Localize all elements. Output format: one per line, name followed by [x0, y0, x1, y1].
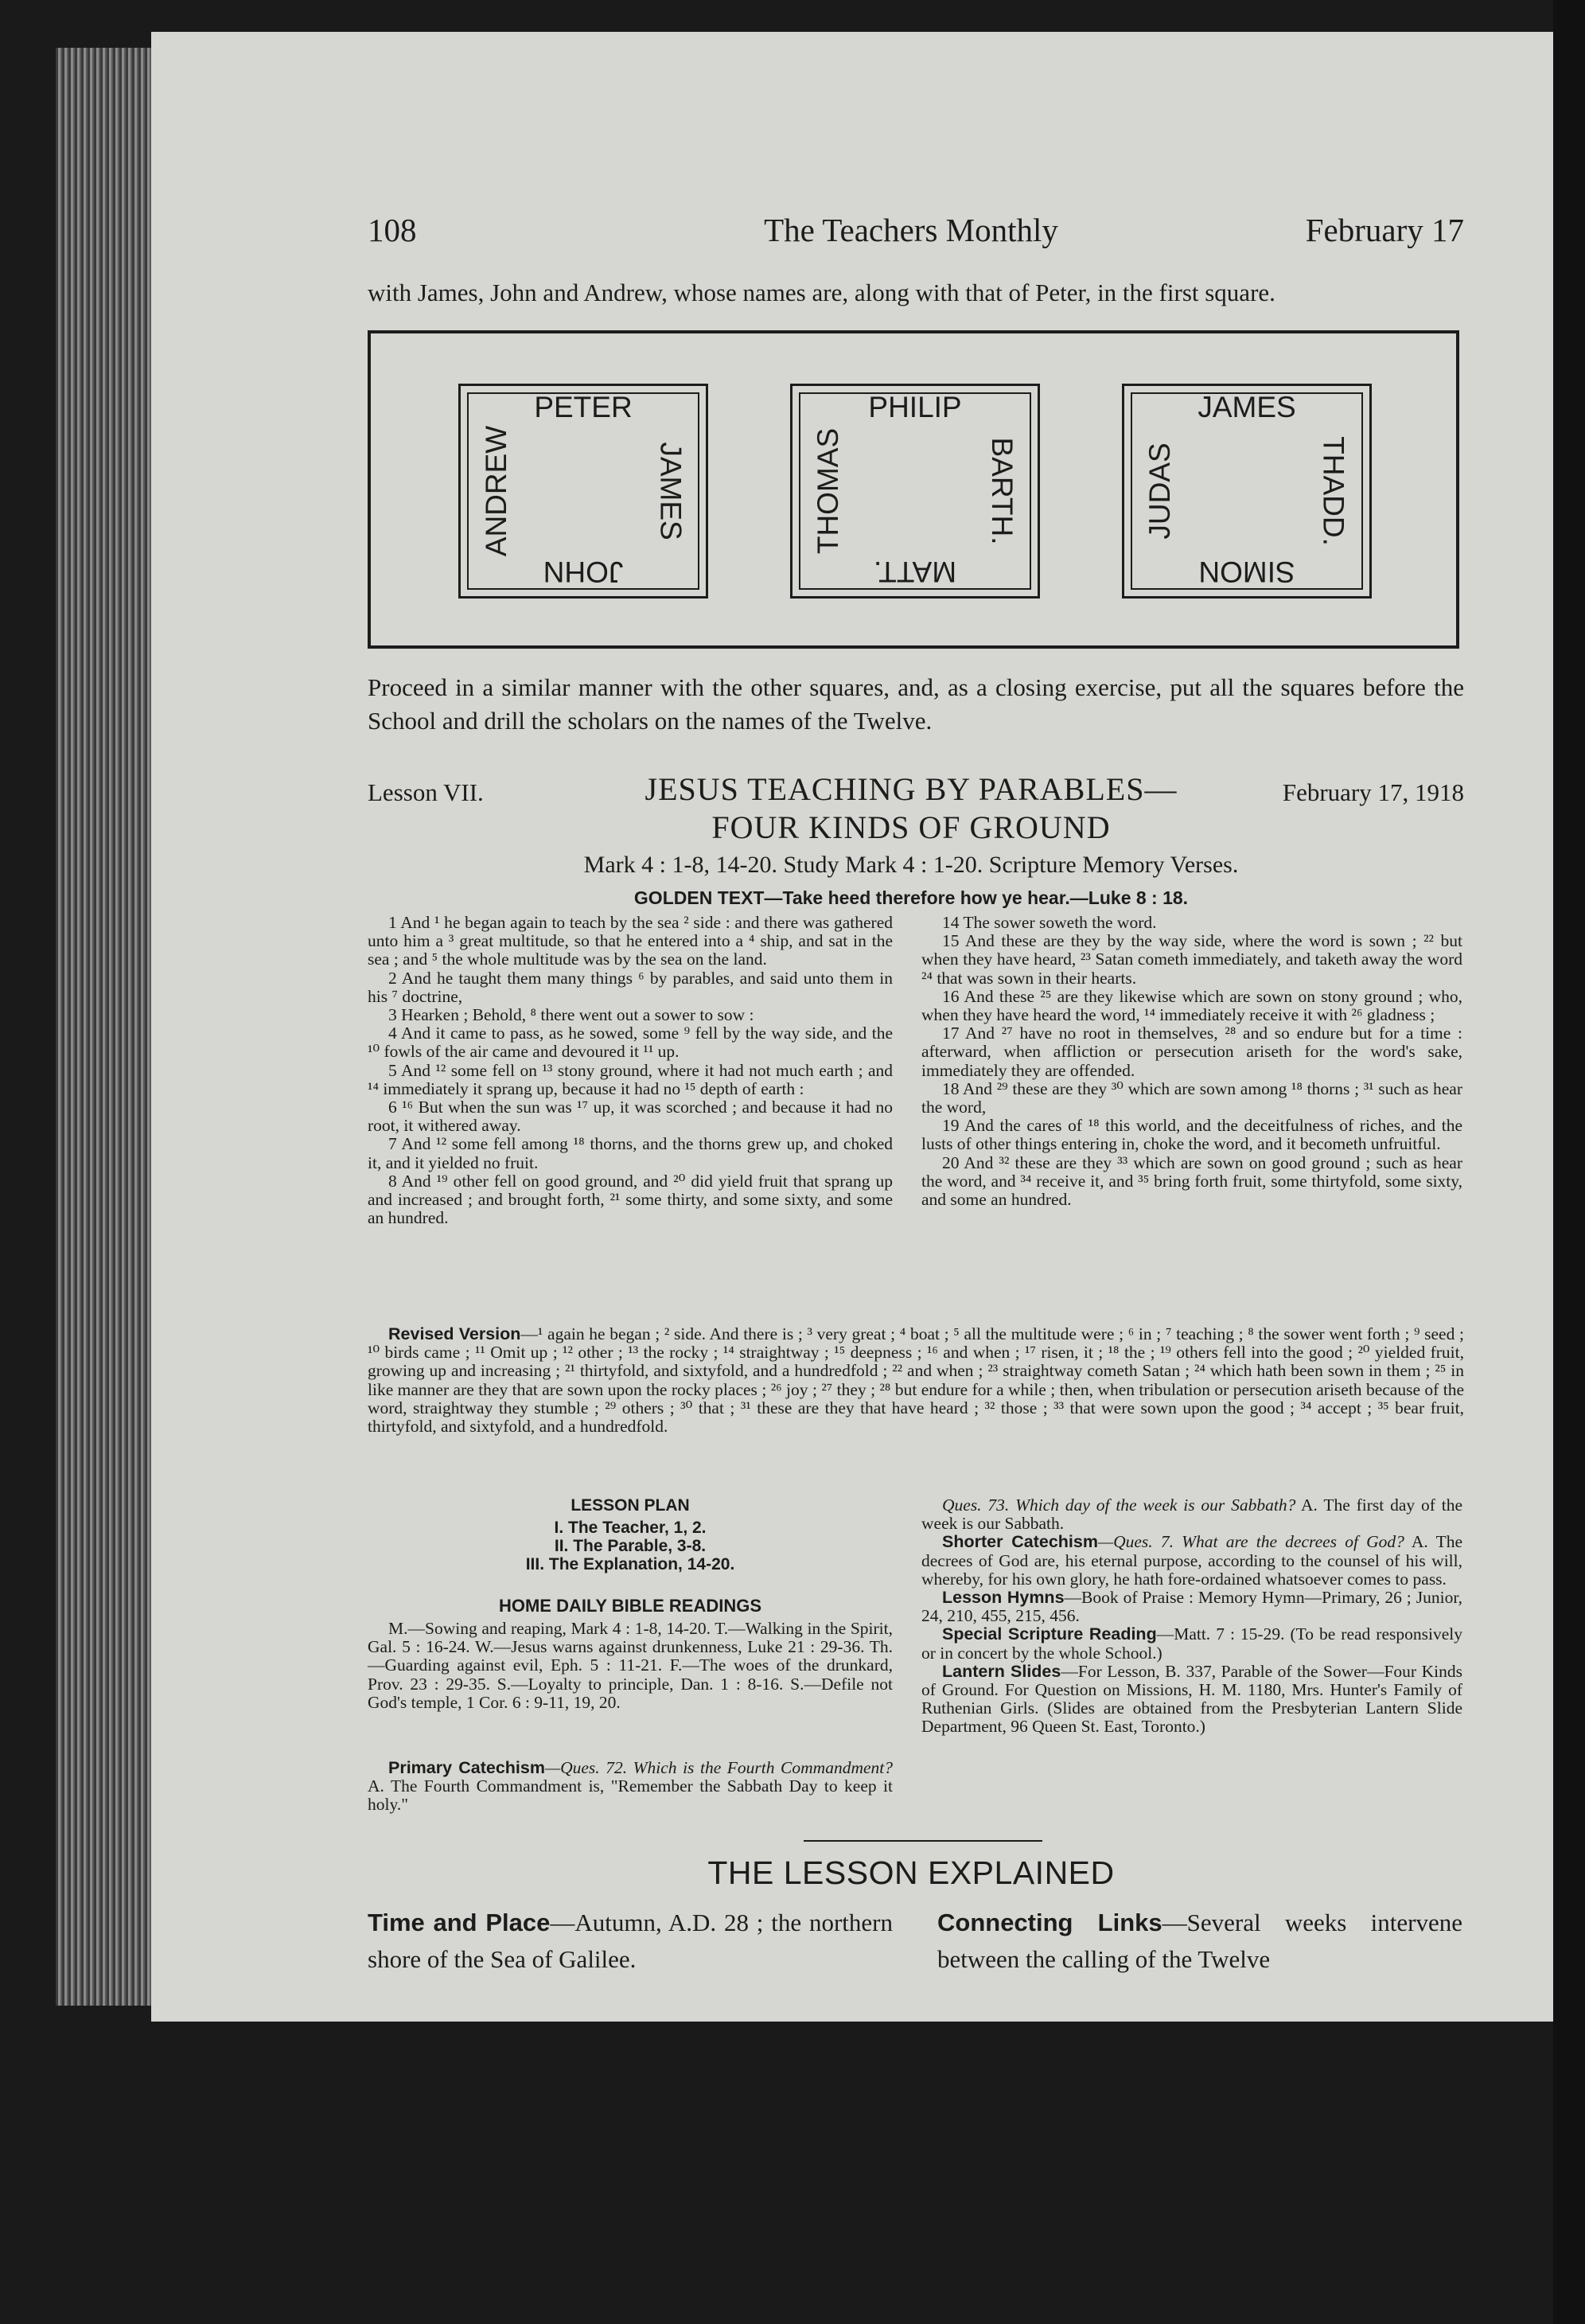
lantern-slides: [921, 1663, 1462, 1737]
square-2-right: BARTH.: [986, 437, 1018, 545]
publication-title: The Teachers Monthly: [764, 212, 1058, 248]
lesson-explained-heading: THE LESSON EXPLAINED: [707, 1854, 1115, 1891]
verse: 1 And ¹ he began again to teach by the sea ² side : and there was gathered unto him a ³ great multitude, so that he entered into a ⁴ ship, and sat in the sea ; and ⁵ the whole multitude was by the sea on the land.: [368, 913, 893, 969]
lesson-number: Lesson VII.: [368, 778, 484, 806]
shorter-catechism-answer: A. The decrees of God are, his eternal purpose, according to the counsel of his will, whereby, for his own glory, he hath fore-ordained whatsoever comes to pass.: [921, 1532, 1463, 1589]
lesson-plan-item: III. The Explanation, 14-20.: [525, 1555, 735, 1573]
lesson-title-line2: FOUR KINDS OF GROUND: [711, 809, 1111, 845]
golden-text: GOLDEN TEXT—Take heed therefore how ye hear.—Luke 8 : 18.: [633, 887, 1189, 908]
square-2: [790, 384, 1040, 599]
question-73-answer: A. The first day of the week is our Sabbath.: [921, 1495, 1463, 1534]
connecting-links-label: Connecting Links: [937, 1909, 1162, 1936]
special-scripture-text: —Matt. 7 : 15-29. (To be read responsively or in concert by the whole School.): [921, 1624, 1462, 1663]
running-header: [358, 211, 1464, 259]
verses-left-column: [368, 914, 893, 1227]
lantern-slides-text: —For Lesson, B. 337, Parable of the Sower—Four Kinds of Ground. For Question on Missions, H. M. 1180, Mrs. Hunter's Family of Ruthenian Girls. (Slides are obtained from the Presbyterian Lantern Slide Department, 96 Queen St. East, Toronto.): [921, 1661, 1462, 1737]
revised-version-notes: [368, 1325, 1464, 1436]
lesson-plan-item: II. The Parable, 3-8.: [554, 1537, 707, 1555]
question-73: [921, 1496, 1462, 1533]
primary-catechism: [368, 1759, 893, 1815]
square-3: [1122, 384, 1372, 599]
lesson-plan-heading: LESSON PLAN: [571, 1496, 690, 1515]
revised-version-text: —¹ again he began ; ² side. And there is ; ³ very great ; ⁴ boat ; ⁵ all the multitude were ; ⁶ in ; ⁷ teaching ; ⁸ the sower went forth ; ⁹ seed ; ¹⁰ birds came ; ¹¹ Omit up ; ¹² other ; ¹³ the rocky ; ¹⁴ straightway ; ¹⁵ deepness ; ¹⁶ and when ; ¹⁷ risen, it ; ¹⁸ the ; ¹⁹ others fell into the good ; ²⁰ yielded fruit, growing up and increasing ; ²¹ thirtyfold, and sixtyfold, and a hundredfold ; ²² and when ; ²³ straightway cometh Satan ; ²⁴ which hath been sown in them ; ²⁵ in like manner are they that are sown upon the rocky places ; ²⁶ joy ; ²⁷ they ; ²⁸ but endure for a while ; then, when tribulation or persecution ariseth because of the word, straightway they stumble ; ²⁹ others ; ³⁰ that ; ³¹ these are they that have heard ; ³² those ; ³³ that were sown upon the good ; ³⁴ accept ; ³⁵ bear fruit, thirtyfold, and sixtyfold, and a hundredfold.: [368, 1324, 1464, 1437]
square-3-right: THADD.: [1318, 436, 1350, 546]
square-1: [458, 384, 708, 599]
special-scripture-reading: [921, 1625, 1462, 1662]
verse: 15 And these are they by the way side, where the word is sown ; ²² but when they have heard, ²³ Satan cometh immediately, and taketh away the word ²⁴ that was sown in their hearts.: [921, 931, 1462, 988]
page-number: 108: [368, 212, 417, 248]
shorter-catechism-label: Shorter Catechism: [942, 1532, 1098, 1552]
primary-catechism-label: Primary Catechism: [388, 1758, 545, 1777]
scripture-reference: Mark 4 : 1-8, 14-20. Study Mark 4 : 1-20. Scripture Memory Verses.: [583, 852, 1239, 878]
square-1-left: ANDREW: [480, 425, 512, 557]
lesson-hymns-label: Lesson Hymns: [942, 1588, 1065, 1608]
section-divider: [804, 1840, 1042, 1842]
verse: 3 Hearken ; Behold, ⁸ there went out a sower to sow :: [388, 1005, 754, 1025]
home-readings-heading: HOME DAILY BIBLE READINGS: [498, 1596, 762, 1616]
verses-right-column: [921, 914, 1462, 1209]
shorter-catechism: [921, 1533, 1462, 1589]
square-3-top: JAMES: [1198, 391, 1296, 423]
shorter-catechism-question: —Ques. 7. What are the decrees of God?: [1097, 1532, 1404, 1552]
time-and-place: [368, 1905, 893, 1978]
scan-border: [1553, 0, 1585, 2324]
square-1-bottom: JOHN: [543, 556, 624, 588]
verse: 19 And the cares of ¹⁸ this world, and the deceitfulness of riches, and the lusts of other things entering in, choke the word, and it becometh unfruitful.: [921, 1116, 1462, 1154]
verse: 17 And ²⁷ have no root in themselves, ²⁸ and so endure but for a time : afterward, when affliction or persecution ariseth for the word's sake, immediately they are offended.: [921, 1024, 1462, 1080]
verse: 20 And ³² these are they ³³ which are sown on good ground ; such as hear the word, and ³⁴ receive it, and ³⁵ bring forth fruit, some thirtyfold, some sixty, and some an hundred.: [921, 1152, 1462, 1210]
revised-version-label: Revised Version: [388, 1324, 521, 1343]
verse: 8 And ¹⁹ other fell on good ground, and ²⁰ did yield fruit that sprang up and increased ; and brought forth, ²¹ some thirty, and some sixty, and some an hundred.: [368, 1171, 893, 1228]
square-1-right: JAMES: [654, 442, 687, 540]
verse: 7 And ¹² some fell among ¹⁸ thorns, and the thorns grew up, and choked it, and it yielded no fruit.: [368, 1134, 893, 1172]
square-3-bottom: SIMON: [1198, 556, 1295, 588]
square-2-bottom: MATT.: [873, 556, 957, 588]
apostles-squares-figure: [368, 330, 1459, 649]
verse: 16 And these ²⁵ are they likewise which are sown on stony ground ; who, when they have heard the word, ¹⁴ immediately receive it with ²⁶ gladness ;: [921, 986, 1462, 1025]
special-scripture-label: Special Scripture Reading: [942, 1624, 1157, 1644]
home-readings-text: M.—Sowing and reaping, Mark 4 : 1-8, 14-20. T.—Walking in the Spirit, Gal. 5 : 16-24. W.—Jesus warns against drunkenness, Luke 21 : 29-36. Th.—Guarding against evil, Eph. 5 : 11-21. F.—The woes of the drunkard, Prov. 23 : 29-35. S.—Loyalty to principle, Dan. 1 : 8-16. S.—Defile not God's temple, 1 Cor. 6 : 9-11, 19, 20.: [368, 1619, 893, 1712]
verse: 2 And he taught them many things ⁶ by parables, and said unto them in his ⁷ doctrine,: [368, 968, 893, 1006]
time-and-place-label: Time and Place: [368, 1909, 551, 1936]
verse: 5 And ¹² some fell on ¹³ stony ground, where it had not much earth ; and ¹⁴ immediately it sprang up, because it had no ¹⁵ depth of earth :: [368, 1060, 893, 1098]
lesson-plan-list: [368, 1519, 893, 1573]
square-2-top: PHILIP: [868, 391, 962, 423]
primary-catechism-question: —Ques. 72. Which is the Fourth Commandment?: [544, 1758, 893, 1777]
lesson-title-line1: JESUS TEACHING BY PARABLES—: [645, 771, 1178, 807]
square-1-top: PETER: [534, 391, 633, 423]
primary-catechism-answer: A. The Fourth Commandment is, "Remember the Sabbath Day to keep it holy.": [368, 1776, 893, 1815]
time-and-place-text: —Autumn, A.D. 28 ; the northern shore of the Sea of Galilee.: [368, 1909, 893, 1973]
square-3-left: JUDAS: [1143, 443, 1176, 540]
square-2-left: THOMAS: [812, 427, 844, 555]
lesson-date: February 17, 1918: [1282, 778, 1464, 806]
verse: 14 The sower soweth the word.: [942, 913, 1157, 932]
connecting-links-text: —Several weeks intervene between the calling of the Twelve: [937, 1909, 1462, 1973]
right-notes-column: [921, 1496, 1462, 1737]
proceed-paragraph: Proceed in a similar manner with the other squares, and, as a closing exercise, put all the squares before the School and drill the scholars on the names of the Twelve.: [368, 673, 1464, 735]
intro-line: with James, John and Andrew, whose names are, along with that of Peter, in the first square.: [368, 279, 1275, 306]
connecting-links: [937, 1905, 1462, 1978]
verse: 6 ¹⁶ But when the sun was ¹⁷ up, it was scorched ; and because it had no root, it withered away.: [368, 1098, 893, 1136]
question-73-text: Ques. 73. Which day of the week is our Sabbath?: [942, 1495, 1296, 1515]
verse: 4 And it came to pass, as he sowed, some ⁹ fell by the way side, and the ¹⁰ fowls of the air came and devoured it ¹¹ up.: [368, 1024, 893, 1062]
issue-date: February 17: [1305, 212, 1464, 248]
verse: 18 And ²⁹ these are they ³⁰ which are sown among ¹⁸ thorns ; ³¹ such as hear the word,: [921, 1078, 1462, 1117]
lantern-slides-label: Lantern Slides: [942, 1661, 1061, 1681]
lesson-hymns-text: —Book of Praise : Memory Hymn—Primary, 26 ; Junior, 24, 210, 455, 215, 456.: [921, 1588, 1463, 1626]
lesson-hymns: [921, 1589, 1462, 1625]
lesson-plan-item: I. The Teacher, 1, 2.: [554, 1519, 707, 1537]
